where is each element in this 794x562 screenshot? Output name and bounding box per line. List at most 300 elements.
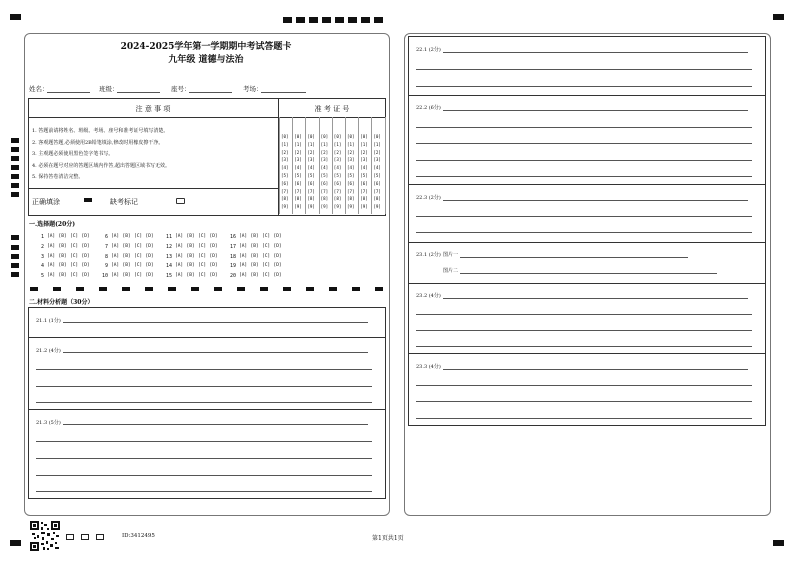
question-number: 8: [104, 253, 108, 260]
option-bubble[interactable]: [A]: [239, 243, 248, 249]
exam-id-bubble[interactable]: [7]: [294, 188, 302, 194]
timing-mark: [309, 17, 318, 23]
q23-1-picture-1-label: 图片一: [443, 252, 459, 258]
question-number: 11: [165, 234, 172, 240]
q22-2-answer-line[interactable]: [416, 160, 752, 161]
option-bubble[interactable]: [C]: [198, 263, 207, 269]
option-bubble[interactable]: [B]: [122, 263, 131, 269]
q22-3-answer-line[interactable]: [443, 200, 748, 201]
timing-mark: [145, 287, 153, 291]
q22-2-answer-line[interactable]: [443, 110, 748, 111]
qr-code-icon: [30, 521, 60, 551]
q21-3-answer-line[interactable]: [63, 424, 368, 425]
option-bubble[interactable]: [A]: [47, 263, 56, 269]
question-number: 9: [104, 263, 108, 270]
q21-2-answer-line[interactable]: [36, 402, 372, 403]
option-bubble[interactable]: [A]: [175, 253, 184, 259]
exam-id-column-divider: [279, 117, 280, 214]
option-bubble[interactable]: [B]: [122, 253, 131, 259]
exam-id-bubble[interactable]: [5]: [333, 173, 342, 178]
q22-2-answer-line[interactable]: [416, 143, 752, 144]
timing-mark: [30, 287, 38, 291]
exam-id-bubble[interactable]: [3]: [307, 157, 315, 163]
option-bubble[interactable]: [B]: [186, 234, 195, 239]
section2-title: 二.材料分析题（30分）: [29, 299, 94, 306]
option-bubble[interactable]: [D]: [145, 243, 154, 249]
exam-id-bubble[interactable]: [4]: [373, 165, 381, 171]
option-bubble[interactable]: [D]: [209, 253, 218, 259]
notice-title: 注 意 事 项: [135, 105, 171, 113]
sheet-subtitle: 九年级 道德与法治: [168, 55, 244, 65]
q21-divider-2: [28, 409, 385, 410]
exam-id-bubble[interactable]: [1]: [307, 141, 315, 147]
exam-id-bubble[interactable]: [2]: [360, 149, 368, 155]
room-field[interactable]: [261, 92, 306, 93]
exam-id-bubble[interactable]: [9]: [294, 204, 302, 210]
timing-mark: [296, 17, 305, 23]
exam-id-bubble[interactable]: [2]: [281, 149, 289, 155]
seat-field[interactable]: [189, 92, 232, 93]
timing-mark: [306, 287, 314, 291]
exam-id-bubble[interactable]: [8]: [347, 196, 355, 202]
exam-id-bubble[interactable]: [2]: [307, 149, 315, 155]
q21-3-answer-line[interactable]: [36, 441, 372, 442]
timing-mark: [11, 156, 19, 161]
exam-id-bubble[interactable]: [4]: [294, 165, 302, 171]
exam-id-column-divider: [345, 117, 346, 214]
exam-id-column-divider: [332, 117, 333, 214]
exam-id-bubble[interactable]: [6]: [333, 180, 342, 186]
q23-divider-2: [408, 353, 765, 354]
class-field[interactable]: [117, 92, 160, 93]
option-bubble[interactable]: [A]: [239, 273, 248, 279]
q21-3-answer-line[interactable]: [36, 475, 372, 476]
q21-3-answer-line[interactable]: [36, 458, 372, 459]
option-bubble[interactable]: [B]: [186, 243, 195, 249]
exam-id-column-divider: [358, 117, 359, 214]
exam-id-bubble[interactable]: [1]: [347, 141, 355, 147]
exam-id-bubble[interactable]: [4]: [347, 165, 355, 171]
option-bubble[interactable]: [C]: [134, 253, 143, 259]
option-bubble[interactable]: [B]: [58, 273, 67, 279]
exam-id-bubble[interactable]: [7]: [373, 188, 381, 194]
timing-mark: [375, 287, 383, 291]
q22-1-answer-line[interactable]: [443, 52, 748, 53]
question-number: 14: [165, 263, 172, 270]
timing-mark: [122, 287, 130, 291]
notice-fill-line: [28, 188, 279, 189]
exam-id-bubble[interactable]: [9]: [333, 204, 342, 210]
q22-3-answer-line[interactable]: [416, 232, 752, 233]
exam-id-bubble[interactable]: [5]: [347, 173, 355, 178]
option-bubble[interactable]: [D]: [81, 263, 90, 269]
exam-id-bubble[interactable]: [3]: [347, 157, 355, 163]
name-label: 姓名：: [29, 85, 49, 93]
question-number: 18: [229, 253, 236, 260]
footer-box-3: [96, 534, 104, 540]
exam-id-bubble[interactable]: [0]: [347, 134, 355, 139]
option-bubble[interactable]: [D]: [209, 243, 218, 249]
name-field[interactable]: [47, 92, 90, 93]
exam-id-bubble[interactable]: [6]: [281, 180, 289, 186]
question-number: 6: [104, 234, 108, 240]
seat-label: 座号：: [171, 85, 191, 93]
exam-id-bubble[interactable]: [4]: [360, 165, 368, 171]
q21-2-answer-line[interactable]: [36, 386, 372, 387]
exam-id-bubble[interactable]: [6]: [294, 180, 302, 186]
option-bubble[interactable]: [A]: [239, 253, 248, 259]
q21-box: [28, 307, 386, 499]
timing-mark: [352, 287, 360, 291]
timing-mark: [374, 17, 383, 23]
option-bubble[interactable]: [B]: [250, 273, 259, 279]
option-bubble[interactable]: [C]: [198, 273, 207, 279]
exam-id-bubble[interactable]: [7]: [281, 188, 289, 194]
option-bubble[interactable]: [C]: [262, 243, 271, 249]
exam-id-bubble[interactable]: [1]: [373, 141, 381, 147]
option-bubble[interactable]: [A]: [175, 263, 184, 269]
option-bubble[interactable]: [D]: [145, 253, 154, 259]
page-number: 第1页共1页: [372, 535, 404, 542]
question-number: 7: [104, 243, 108, 250]
option-bubble[interactable]: [C]: [70, 273, 79, 279]
exam-id-bubble[interactable]: [2]: [333, 149, 342, 155]
option-bubble[interactable]: [D]: [81, 253, 90, 259]
q23-2-answer-line[interactable]: [416, 346, 752, 347]
question-number: 13: [165, 253, 172, 260]
exam-id-bubble[interactable]: [8]: [320, 196, 329, 202]
option-bubble[interactable]: [D]: [273, 253, 282, 259]
exam-id-bubble[interactable]: [4]: [333, 165, 342, 171]
option-bubble[interactable]: [B]: [250, 263, 259, 269]
exam-id-bubble[interactable]: [1]: [294, 141, 302, 147]
exam-id-bubble[interactable]: [8]: [333, 196, 342, 202]
question-number: 17: [229, 243, 236, 250]
exam-id-bubble[interactable]: [6]: [360, 180, 368, 186]
exam-id-bubble[interactable]: [7]: [347, 188, 355, 194]
option-bubble[interactable]: [C]: [198, 253, 207, 259]
corner-mark-tl: [10, 14, 21, 20]
exam-id-bubble[interactable]: [2]: [347, 149, 355, 155]
exam-id-bubble[interactable]: [9]: [307, 204, 315, 210]
q22-2-answer-line[interactable]: [416, 127, 752, 128]
option-bubble[interactable]: [C]: [134, 273, 143, 279]
exam-id-bubble[interactable]: [0]: [307, 134, 315, 139]
exam-id-bubble[interactable]: [1]: [360, 141, 368, 147]
option-bubble[interactable]: [B]: [186, 263, 195, 269]
timing-mark: [237, 287, 245, 291]
q23-2-answer-line[interactable]: [416, 330, 752, 331]
timing-mark: [11, 192, 19, 197]
option-bubble[interactable]: [D]: [273, 263, 282, 269]
option-bubble[interactable]: [D]: [81, 243, 90, 249]
corner-mark-bl: [10, 540, 21, 546]
exam-id-bubble[interactable]: [0]: [320, 134, 329, 139]
q21-2-answer-line[interactable]: [63, 352, 368, 353]
option-bubble[interactable]: [C]: [262, 253, 271, 259]
exam-id-bubble[interactable]: [2]: [373, 149, 381, 155]
notice-item-5: 5. 保持答卷清洁完整。: [32, 174, 84, 180]
option-bubble[interactable]: [B]: [186, 273, 195, 279]
option-bubble[interactable]: [C]: [262, 234, 271, 239]
option-bubble[interactable]: [A]: [111, 243, 120, 249]
exam-id-bubble[interactable]: [4]: [307, 165, 315, 171]
timing-mark: [76, 287, 84, 291]
option-bubble[interactable]: [C]: [70, 253, 79, 259]
exam-id-bubble[interactable]: [7]: [320, 188, 329, 194]
timing-mark: [99, 287, 107, 291]
qr-code: [30, 521, 60, 551]
exam-id-bubble[interactable]: [0]: [373, 134, 381, 139]
option-bubble[interactable]: [B]: [250, 253, 259, 259]
option-bubble[interactable]: [B]: [250, 234, 259, 239]
exam-id-bubble[interactable]: [5]: [307, 173, 315, 178]
exam-id-bubble[interactable]: [5]: [320, 173, 329, 178]
exam-id-bubble[interactable]: [5]: [281, 173, 289, 178]
timing-mark: [322, 17, 331, 23]
option-bubble[interactable]: [B]: [250, 243, 259, 249]
exam-id-bubble[interactable]: [1]: [333, 141, 342, 147]
section1-title: 一.选择题(20分): [29, 221, 76, 228]
q21-3-answer-line[interactable]: [36, 491, 372, 492]
timing-mark: [11, 165, 19, 170]
option-bubble[interactable]: [C]: [198, 243, 207, 249]
exam-id-bubble[interactable]: [8]: [294, 196, 302, 202]
exam-id-bubble[interactable]: [3]: [360, 157, 368, 163]
exam-id-bubble[interactable]: [9]: [320, 204, 329, 210]
footer-box-1: [66, 534, 74, 540]
option-bubble[interactable]: [B]: [58, 253, 67, 259]
exam-id-bubble[interactable]: [6]: [320, 180, 329, 186]
exam-id-bubble[interactable]: [7]: [360, 188, 368, 194]
exam-id-bubble[interactable]: [3]: [373, 157, 381, 163]
option-bubble[interactable]: [A]: [111, 253, 120, 259]
absent-checkbox[interactable]: [176, 198, 185, 204]
room-label: 考场：: [243, 85, 263, 93]
exam-id-bubble[interactable]: [8]: [373, 196, 381, 202]
exam-id-bubble[interactable]: [9]: [347, 204, 355, 210]
question-number: 3: [40, 253, 44, 260]
option-bubble[interactable]: [D]: [273, 243, 282, 249]
q22-box: [408, 36, 766, 243]
question-number: 19: [229, 263, 236, 270]
option-bubble[interactable]: [C]: [70, 234, 79, 239]
exam-id-bubble[interactable]: [8]: [307, 196, 315, 202]
option-bubble[interactable]: [B]: [58, 243, 67, 249]
timing-mark: [168, 287, 176, 291]
exam-id-bubble[interactable]: [0]: [281, 134, 289, 139]
exam-id-bubble[interactable]: [3]: [281, 157, 289, 163]
option-bubble[interactable]: [D]: [209, 263, 218, 269]
option-bubble[interactable]: [B]: [122, 273, 131, 279]
timing-mark: [11, 272, 19, 277]
option-bubble[interactable]: [C]: [70, 243, 79, 249]
option-bubble[interactable]: [A]: [111, 234, 120, 239]
exam-id-title: 准 考 证 号: [314, 105, 350, 113]
option-bubble[interactable]: [D]: [273, 273, 282, 279]
option-bubble[interactable]: [C]: [262, 273, 271, 279]
exam-id-bubble[interactable]: [8]: [360, 196, 368, 202]
q22-3-answer-line[interactable]: [416, 216, 752, 217]
exam-id-bubble[interactable]: [6]: [347, 180, 355, 186]
exam-id-bubble[interactable]: [7]: [333, 188, 342, 194]
exam-id-bubble[interactable]: [6]: [373, 180, 381, 186]
option-bubble[interactable]: [B]: [58, 234, 67, 239]
footer-box-2: [81, 534, 89, 540]
timing-mark: [283, 287, 291, 291]
question-number: 1: [40, 234, 44, 240]
exam-id-column-divider: [319, 117, 320, 214]
option-bubble[interactable]: [C]: [198, 234, 207, 239]
exam-id-bubble[interactable]: [8]: [281, 196, 289, 202]
q21-2-answer-line[interactable]: [36, 369, 372, 370]
exam-id-bubble[interactable]: [4]: [320, 165, 329, 171]
notice-item-1: 1. 答题前请将姓名、班级、考场、座号和准考证号填写清楚。: [32, 128, 169, 134]
option-bubble[interactable]: [D]: [209, 234, 218, 239]
q23-3-answer-line[interactable]: [443, 369, 748, 370]
timing-mark: [283, 17, 292, 23]
timing-mark: [11, 235, 19, 240]
option-bubble[interactable]: [C]: [262, 263, 271, 269]
timing-mark: [11, 254, 19, 259]
option-bubble[interactable]: [C]: [134, 234, 143, 239]
sheet-title: 2024-2025学年第一学期期中考试答题卡: [120, 42, 292, 52]
corner-mark-tr: [773, 14, 784, 20]
timing-mark: [53, 287, 61, 291]
q22-divider-2: [408, 184, 765, 185]
option-bubble[interactable]: [A]: [175, 273, 184, 279]
option-bubble[interactable]: [D]: [81, 273, 90, 279]
question-number: 12: [165, 243, 172, 250]
q22-1-label: 22.1 (2分): [416, 47, 441, 53]
option-bubble[interactable]: [B]: [122, 243, 131, 249]
timing-mark: [260, 287, 268, 291]
exam-id-bubble[interactable]: [0]: [294, 134, 302, 139]
timing-mark: [335, 17, 344, 23]
question-number: 4: [40, 263, 44, 270]
timing-mark: [191, 287, 199, 291]
exam-id-bubble[interactable]: [1]: [320, 141, 329, 147]
q21-divider-1: [28, 337, 385, 338]
option-bubble[interactable]: [A]: [239, 263, 248, 269]
timing-mark: [11, 263, 19, 268]
option-bubble[interactable]: [A]: [47, 234, 56, 239]
q21-3-label: 21.3 (5分): [36, 420, 61, 426]
exam-id-bubble[interactable]: [4]: [281, 165, 289, 171]
exam-id-bubble[interactable]: [2]: [294, 149, 302, 155]
q23-3-answer-line[interactable]: [416, 385, 752, 386]
option-bubble[interactable]: [A]: [239, 234, 248, 239]
exam-id-bubble[interactable]: [5]: [360, 173, 368, 178]
option-bubble[interactable]: [A]: [111, 263, 120, 269]
q22-1-answer-line[interactable]: [416, 69, 752, 70]
absent-label: 缺考标记: [110, 198, 138, 206]
option-bubble[interactable]: [A]: [47, 243, 56, 249]
q23-1-picture-1-line[interactable]: [460, 257, 688, 258]
q23-divider-1: [408, 283, 765, 284]
option-bubble[interactable]: [A]: [47, 253, 56, 259]
timing-mark: [214, 287, 222, 291]
exam-id-bubble[interactable]: [9]: [360, 204, 368, 210]
option-bubble[interactable]: [A]: [111, 273, 120, 279]
q23-3-label: 23.3 (4分): [416, 364, 441, 370]
q23-3-answer-line[interactable]: [416, 418, 752, 419]
q22-divider-1: [408, 95, 765, 96]
exam-id-bubble[interactable]: [0]: [360, 134, 368, 139]
option-bubble[interactable]: [B]: [58, 263, 67, 269]
exam-id-bubble[interactable]: [3]: [294, 157, 302, 163]
option-bubble[interactable]: [C]: [70, 263, 79, 269]
sheet-id: ID:3412495: [122, 533, 155, 539]
q23-2-answer-line[interactable]: [443, 298, 748, 299]
q23-2-answer-line[interactable]: [416, 314, 752, 315]
q21-1-label: 21.1 (1分): [36, 318, 61, 324]
option-bubble[interactable]: [D]: [145, 234, 154, 239]
option-bubble[interactable]: [D]: [81, 234, 90, 239]
q22-2-answer-line[interactable]: [416, 176, 752, 177]
corner-mark-br: [773, 540, 784, 546]
exam-id-bubble[interactable]: [0]: [333, 134, 342, 139]
exam-id-bubble[interactable]: [3]: [320, 157, 329, 163]
q21-2-label: 21.2 (4分): [36, 348, 61, 354]
option-bubble[interactable]: [D]: [273, 234, 282, 239]
option-bubble[interactable]: [A]: [175, 243, 184, 249]
timing-mark: [11, 183, 19, 188]
question-number: 2: [40, 243, 44, 250]
exam-id-bubble[interactable]: [9]: [373, 204, 381, 210]
timing-mark: [11, 147, 19, 152]
timing-mark: [11, 138, 19, 143]
option-bubble[interactable]: [B]: [122, 234, 131, 239]
option-bubble[interactable]: [D]: [209, 273, 218, 279]
q23-2-label: 23.2 (4分): [416, 293, 441, 299]
q23-1-picture-2-label: 图片二: [443, 268, 459, 274]
notice-item-3: 3. 主观题必须使用黑色签字笔书写。: [32, 151, 114, 157]
option-bubble[interactable]: [C]: [134, 243, 143, 249]
option-bubble[interactable]: [D]: [145, 263, 154, 269]
q23-box: [408, 242, 766, 426]
notice-item-4: 4. 必须在题号对应的答题区域内作答,超出答题区域书写无效。: [32, 163, 170, 169]
q23-3-answer-line[interactable]: [416, 401, 752, 402]
exam-id-bubble[interactable]: [2]: [320, 149, 329, 155]
exam-id-column-divider: [385, 117, 386, 214]
option-bubble[interactable]: [D]: [145, 273, 154, 279]
timing-mark: [11, 174, 19, 179]
q23-1-label: 23.1 (2分): [416, 252, 441, 258]
q23-1-picture-2-line[interactable]: [460, 273, 717, 274]
fill-example-label: 正确填涂: [32, 198, 60, 206]
option-bubble[interactable]: [A]: [175, 234, 184, 239]
question-number: 20: [229, 273, 236, 280]
q22-2-label: 22.2 (6分): [416, 105, 441, 111]
exam-id-bubble[interactable]: [1]: [281, 141, 289, 147]
exam-id-bubble[interactable]: [9]: [281, 204, 289, 210]
class-label: 班级：: [99, 85, 119, 93]
option-bubble[interactable]: [C]: [134, 263, 143, 269]
exam-id-bubble[interactable]: [5]: [373, 173, 381, 178]
q21-1-answer-line[interactable]: [63, 322, 368, 323]
exam-id-bubble[interactable]: [6]: [307, 180, 315, 186]
option-bubble[interactable]: [B]: [186, 253, 195, 259]
exam-id-bubble[interactable]: [5]: [294, 173, 302, 178]
question-number: 5: [40, 273, 44, 280]
q22-1-answer-line[interactable]: [416, 86, 752, 87]
option-bubble[interactable]: [A]: [47, 273, 56, 279]
exam-id-bubble[interactable]: [7]: [307, 188, 315, 194]
exam-id-bubble[interactable]: [3]: [333, 157, 342, 163]
exam-id-column-divider: [371, 117, 372, 214]
notice-item-2: 2. 客观题答题,必须使用2B铅笔填涂,修改时用橡皮擦干净。: [32, 140, 164, 146]
